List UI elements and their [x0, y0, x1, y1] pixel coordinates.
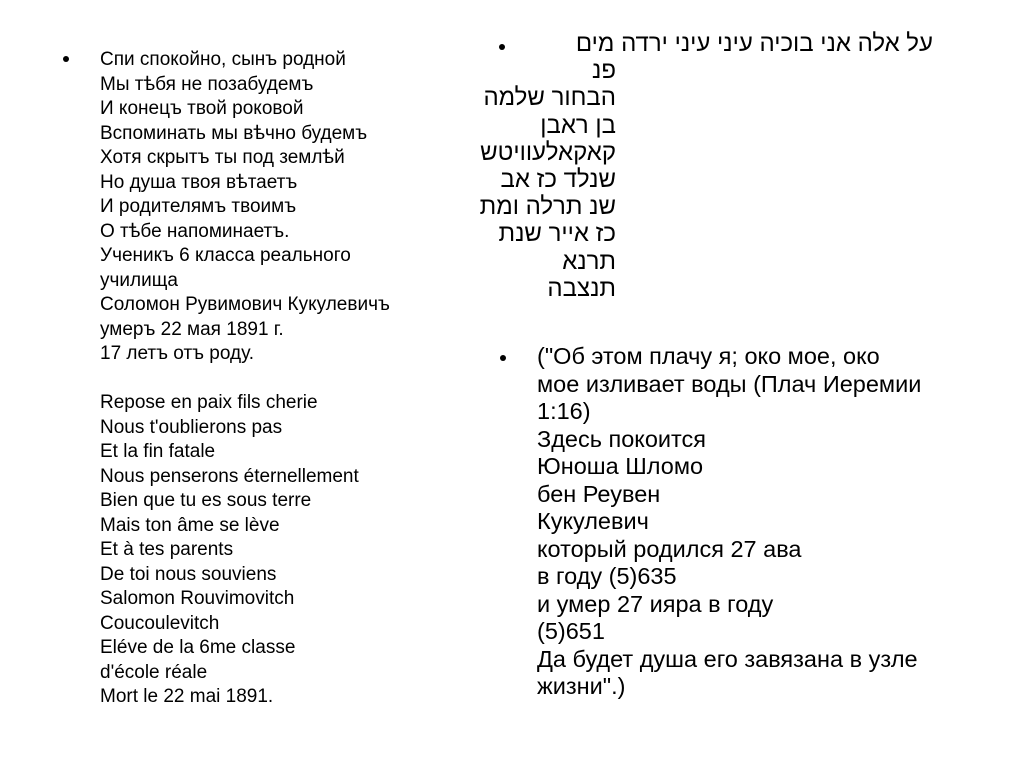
hebrew-line: פנ — [592, 57, 616, 85]
translation-line: который родился 27 ава — [537, 535, 802, 562]
hebrew-line: על אלה אני בוכיה עיני עיני ירדה מים — [575, 30, 933, 57]
translation-line: Здесь покоится — [537, 425, 707, 452]
translation-line: Кукулевич — [537, 508, 649, 534]
blank-line — [100, 367, 430, 392]
russian-line: Соломон Рувимович Кукулевичъ — [100, 294, 390, 315]
bullet-dot — [499, 44, 505, 50]
french-line: Nous penserons éternellement — [100, 465, 359, 487]
russian-line: Ученикъ 6 класса реального — [100, 245, 351, 266]
russian-french-inscription — [100, 48, 430, 710]
russian-line: училища — [100, 269, 178, 291]
russian-line: Но душа твоя вѣтаетъ — [100, 171, 298, 193]
russian-line: 17 летъ отъ роду. — [100, 343, 254, 364]
hebrew-line: כז אייר שנת — [498, 220, 616, 248]
hebrew-line: הבחור שלמה — [483, 84, 616, 112]
russian-line: умеръ 22 мая 1891 г. — [100, 318, 284, 340]
russian-line: Вспоминать мы вѣчно будемъ — [100, 122, 368, 144]
translation-line: ("Об этом плачу я; око мое, око — [537, 343, 880, 369]
translation-line: мое изливает воды (Плач Иеремии — [537, 370, 922, 397]
french-line: Coucoulevitch — [100, 612, 220, 634]
russian-translation — [537, 343, 977, 701]
hebrew-line: שנלד כז אב — [500, 166, 616, 194]
russian-inscription-text — [100, 48, 430, 367]
translation-line: и умер 27 ияра в году — [537, 590, 774, 617]
hebrew-line: תרנא — [562, 247, 616, 275]
french-line: Et à tes parents — [100, 539, 234, 560]
translation-line: бен Реувен — [537, 480, 661, 507]
translation-line: Да будет душа его завязана в узле — [537, 645, 918, 672]
french-line: d'école réale — [100, 661, 208, 683]
bullet-dot — [500, 355, 506, 361]
russian-line: И родителямъ твоимъ — [100, 196, 297, 217]
translation-line: Юноша Шломо — [537, 453, 704, 479]
hebrew-line: שנ תרלה ומת — [479, 193, 616, 221]
french-line: Eléve de la 6me classe — [100, 637, 296, 658]
translation-line: 1:16) — [537, 398, 591, 424]
hebrew-line: בן ראבן — [540, 111, 616, 139]
russian-line: Хотя скрытъ ты под землѣй — [100, 147, 345, 168]
russian-line: И конецъ твой роковой — [100, 98, 304, 119]
translation-line: (5)651 — [537, 618, 605, 644]
russian-line: Мы тѣбя не позабудемъ — [100, 73, 314, 95]
russian-line: Спи спокойно, сынъ родной — [100, 49, 346, 70]
french-line: Repose en paix fils cherie — [100, 392, 318, 413]
bullet-dot — [63, 56, 69, 62]
french-line: Bien que tu es sous terre — [100, 490, 312, 511]
french-inscription-text — [100, 391, 430, 710]
translation-line: жизни".) — [537, 673, 626, 699]
french-line: De toi nous souviens — [100, 563, 277, 585]
french-line: Nous t'oublierons pas — [100, 416, 283, 438]
hebrew-inscription-text — [479, 30, 933, 302]
hebrew-line: קאקאלעוויטש — [480, 138, 616, 166]
french-line: Mais ton âme se lève — [100, 514, 280, 536]
french-line: Mort le 22 mai 1891. — [100, 686, 274, 707]
hebrew-inscription — [479, 30, 933, 302]
french-line: Salomon Rouvimovitch — [100, 588, 295, 609]
french-line: Et la fin fatale — [100, 441, 216, 462]
russian-line: О тѣбе напоминаетъ. — [100, 220, 290, 242]
translation-line: в году (5)635 — [537, 563, 677, 589]
translation-text — [537, 343, 977, 701]
hebrew-line: תנצבה — [547, 274, 616, 302]
